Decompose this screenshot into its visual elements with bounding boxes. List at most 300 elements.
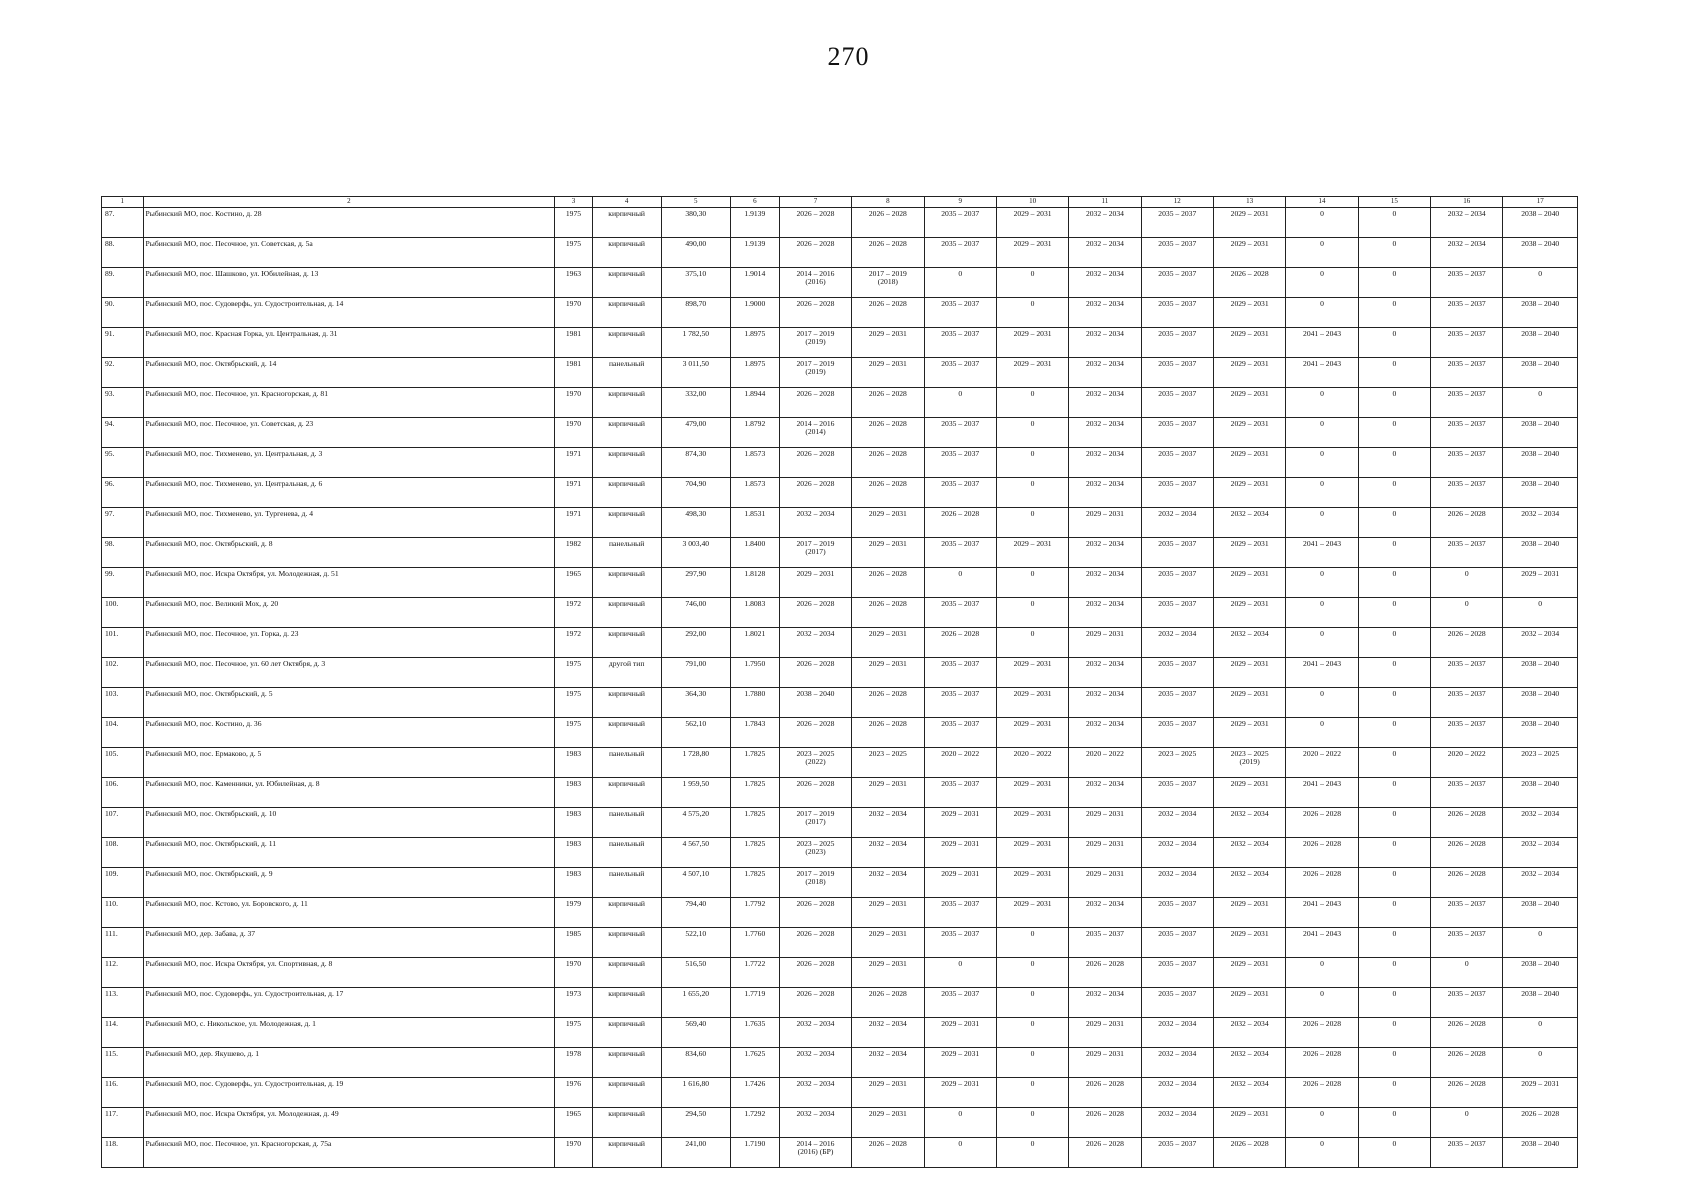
cell-line: 2029 – 2031 [1230,959,1269,968]
cell-line: 2026 – 2028 [796,899,835,908]
cell-line: 2032 – 2034 [1230,839,1269,848]
cell-line: 2026 – 2028 [868,1139,907,1148]
cell-c16 [1431,208,1503,238]
cell-line: 0 [1392,1079,1397,1088]
cell-line: 2029 – 2031 [1013,689,1052,698]
cell-line: 0 [1392,839,1397,848]
cell-c8 [852,568,924,598]
cell-c17 [1503,928,1578,958]
cell-c15 [1358,808,1430,838]
cell-c8 [852,1018,924,1048]
cell-line: 2032 – 2034 [1230,869,1269,878]
cell-c11 [1069,598,1141,628]
column-number: 15 [1358,197,1430,208]
cell-line: 2035 – 2037 [1158,539,1197,548]
cell-line: 2035 – 2037 [941,359,980,368]
cell-c15 [1358,658,1430,688]
cell-line: 2026 – 2028 [941,629,980,638]
cell-num: 104. [102,718,144,748]
cell-c17 [1503,238,1578,268]
cell-line: 0 [1392,749,1397,758]
cell-c16 [1431,748,1503,778]
cell-year: 1983 [555,748,592,778]
cell-addr: Рыбинский МО, пос. Песочное, ул. 60 лет Октября, д. 3 [143,658,555,688]
cell-line: 2032 – 2034 [868,809,907,818]
cell-line: 2035 – 2037 [1158,239,1197,248]
cell-c13 [1213,748,1285,778]
cell-c7 [779,1108,851,1138]
cell-c14 [1286,1018,1358,1048]
cell-c9 [924,898,996,928]
cell-idx: 1.7880 [730,688,779,718]
cell-c9 [924,448,996,478]
cell-idx: 1.9014 [730,268,779,298]
cell-c16 [1431,238,1503,268]
cell-addr: Рыбинский МО, пос. Каменники, ул. Юбилейная, д. 8 [143,778,555,808]
cell-line: 2029 – 2031 [1230,389,1269,398]
cell-line: 2041 – 2043 [1303,659,1341,668]
cell-idx: 1.7635 [730,1018,779,1048]
cell-line: 2026 – 2028 [796,779,835,788]
cell-c8 [852,508,924,538]
cell-line: 2032 – 2034 [1230,1079,1269,1088]
cell-c10 [996,418,1068,448]
cell-line: 0 [958,959,963,968]
cell-c17 [1503,838,1578,868]
cell-c16 [1431,838,1503,868]
cell-c7 [779,628,851,658]
cell-line: (2016) (БР) [797,1147,834,1157]
cell-line: 2038 – 2040 [1521,419,1560,428]
cell-line: 0 [1392,1139,1397,1148]
cell-addr: Рыбинский МО, пос. Судоверфь, ул. Судостроительная, д. 17 [143,988,555,1018]
cell-addr: Рыбинский МО, пос. Шашково, ул. Юбилейная, д. 13 [143,268,555,298]
cell-line: 2035 – 2037 [1447,929,1486,938]
cell-line: 0 [1392,479,1397,488]
cell-line: 2026 – 2028 [1085,959,1124,968]
cell-area: 292,00 [661,628,730,658]
cell-num: 101. [102,628,144,658]
cell-line: 2026 – 2028 [868,389,907,398]
cell-c7 [779,688,851,718]
cell-c8 [852,598,924,628]
cell-area: 4 567,50 [661,838,730,868]
cell-line: 0 [958,569,963,578]
cell-c7 [779,958,851,988]
cell-line: 2032 – 2034 [1085,539,1124,548]
cell-line: 2026 – 2028 [796,929,835,938]
cell-line: 2035 – 2037 [1447,269,1486,278]
cell-c17 [1503,958,1578,988]
cell-year: 1965 [555,568,592,598]
cell-line: 2026 – 2028 [1303,1049,1341,1058]
cell-c9 [924,988,996,1018]
cell-c12 [1141,268,1213,298]
column-number: 8 [852,197,924,208]
cell-line: 2029 – 2031 [1230,719,1269,728]
cell-year: 1981 [555,358,592,388]
cell-c15 [1358,628,1430,658]
cell-c13 [1213,388,1285,418]
cell-year: 1971 [555,448,592,478]
cell-line: 2026 – 2028 [868,599,907,608]
cell-line: 2035 – 2037 [1447,389,1486,398]
cell-mat: кирпичный [592,598,661,628]
cell-line: 2026 – 2028 [796,299,835,308]
cell-c13 [1213,478,1285,508]
cell-c15 [1358,388,1430,418]
cell-line: 2038 – 2040 [1521,689,1560,698]
cell-c10 [996,838,1068,868]
cell-line: 2035 – 2037 [1447,419,1486,428]
cell-c8 [852,748,924,778]
cell-addr: Рыбинский МО, пос. Песочное, ул. Горка, д. 23 [143,628,555,658]
cell-c13 [1213,358,1285,388]
cell-c13 [1213,988,1285,1018]
cell-line: 2035 – 2037 [941,299,980,308]
cell-c17 [1503,568,1578,598]
cell-line: 0 [1320,239,1324,248]
cell-line: 2026 – 2028 [1085,1109,1124,1118]
cell-c9 [924,298,996,328]
cell-c9 [924,238,996,268]
cell-c15 [1358,898,1430,928]
cell-line: 0 [1538,389,1543,398]
cell-line: 2032 – 2034 [1085,659,1124,668]
cell-idx: 1.7719 [730,988,779,1018]
cell-line: 0 [1392,569,1397,578]
cell-year: 1963 [555,268,592,298]
cell-year: 1975 [555,658,592,688]
cell-line: 2020 – 2022 [1303,749,1341,758]
table-row [102,238,1578,268]
table-row [102,478,1578,508]
cell-line: 2014 – 2016 [796,419,835,428]
cell-line: 2026 – 2028 [796,449,835,458]
cell-line: 2029 – 2031 [1085,1019,1124,1028]
cell-line: 0 [1392,779,1397,788]
cell-c11 [1069,1108,1141,1138]
cell-line: 2026 – 2028 [1447,1019,1486,1028]
cell-c15 [1358,298,1430,328]
cell-line: 2029 – 2031 [868,629,907,638]
cell-line: 0 [1320,719,1324,728]
cell-c14 [1286,718,1358,748]
column-number: 5 [661,197,730,208]
cell-idx: 1.8531 [730,508,779,538]
cell-c15 [1358,268,1430,298]
cell-line: 2029 – 2031 [1013,899,1052,908]
cell-year: 1970 [555,1138,592,1168]
cell-mat: панельный [592,868,661,898]
cell-line: 2017 – 2019 [868,269,907,278]
cell-line: 2032 – 2034 [1447,239,1486,248]
cell-line: 2026 – 2028 [1085,1139,1124,1148]
cell-line: 2029 – 2031 [1013,659,1052,668]
cell-idx: 1.8083 [730,598,779,628]
cell-line: 2032 – 2034 [1230,1049,1269,1058]
cell-addr: Рыбинский МО, пос. Тихменево, ул. Центральная, д. 6 [143,478,555,508]
cell-c7 [779,838,851,868]
cell-year: 1976 [555,1078,592,1108]
cell-c14 [1286,208,1358,238]
cell-c10 [996,268,1068,298]
cell-c9 [924,598,996,628]
cell-line: 2029 – 2031 [1085,869,1124,878]
cell-c7 [779,238,851,268]
cell-line: 2029 – 2031 [1230,539,1269,548]
cell-line: 2032 – 2034 [1085,389,1124,398]
cell-area: 498,30 [661,508,730,538]
column-number: 4 [592,197,661,208]
cell-year: 1975 [555,238,592,268]
cell-c7 [779,988,851,1018]
cell-area: 704,90 [661,478,730,508]
cell-line: 0 [1030,959,1035,968]
cell-c11 [1069,928,1141,958]
cell-c11 [1069,748,1141,778]
cell-c17 [1503,358,1578,388]
cell-line: 2035 – 2037 [1447,299,1486,308]
cell-num: 102. [102,658,144,688]
cell-c7 [779,508,851,538]
cell-num: 109. [102,868,144,898]
column-number: 1 [102,197,144,208]
cell-c10 [996,568,1068,598]
cell-line: 2029 – 2031 [1230,599,1269,608]
cell-line: 2029 – 2031 [1230,689,1269,698]
cell-line: 2032 – 2034 [1158,869,1197,878]
cell-line: 2026 – 2028 [796,989,835,998]
cell-num: 103. [102,688,144,718]
cell-c15 [1358,598,1430,628]
cell-c10 [996,598,1068,628]
cell-line: 2029 – 2031 [1230,899,1269,908]
column-number: 13 [1213,197,1285,208]
table-row [102,958,1578,988]
cell-line: 2035 – 2037 [941,599,980,608]
cell-year: 1965 [555,1108,592,1138]
cell-c17 [1503,1138,1578,1168]
cell-idx: 1.7760 [730,928,779,958]
cell-line: 2035 – 2037 [1447,719,1486,728]
cell-area: 490,00 [661,238,730,268]
cell-line: (2022) [805,757,826,767]
cell-c11 [1069,958,1141,988]
cell-line: 2023 – 2025 [796,839,835,848]
cell-line: 0 [1392,719,1397,728]
table-row [102,418,1578,448]
cell-line: 2029 – 2031 [1521,569,1560,578]
cell-c13 [1213,1018,1285,1048]
cell-line: 2032 – 2034 [1085,359,1124,368]
cell-c16 [1431,658,1503,688]
cell-c14 [1286,418,1358,448]
cell-c7 [779,1048,851,1078]
column-number: 14 [1286,197,1358,208]
cell-c17 [1503,208,1578,238]
cell-line: 2035 – 2037 [1447,899,1486,908]
cell-line: 2032 – 2034 [1158,629,1197,638]
cell-c9 [924,958,996,988]
cell-c12 [1141,838,1213,868]
cell-year: 1983 [555,808,592,838]
cell-c12 [1141,298,1213,328]
cell-line: (2014) [805,427,826,437]
cell-c9 [924,268,996,298]
cell-line: 2029 – 2031 [796,569,835,578]
cell-line: 2014 – 2016 [796,1139,835,1148]
cell-c17 [1503,868,1578,898]
cell-c9 [924,1018,996,1048]
cell-c11 [1069,1018,1141,1048]
cell-c11 [1069,358,1141,388]
cell-c11 [1069,508,1141,538]
cell-line: 0 [1320,629,1324,638]
cell-c13 [1213,538,1285,568]
cell-line: 2026 – 2028 [1447,509,1486,518]
cell-num: 100. [102,598,144,628]
cell-idx: 1.8128 [730,568,779,598]
cell-line: 2014 – 2016 [796,269,835,278]
column-number: 17 [1503,197,1578,208]
table-row [102,658,1578,688]
cell-c13 [1213,838,1285,868]
cell-mat: кирпичный [592,1078,661,1108]
cell-line: 2023 – 2025 [1158,749,1197,758]
cell-line: 2041 – 2043 [1303,899,1341,908]
column-number: 6 [730,197,779,208]
cell-mat: панельный [592,838,661,868]
cell-c16 [1431,1138,1503,1168]
cell-c7 [779,1078,851,1108]
cell-idx: 1.7426 [730,1078,779,1108]
cell-area: 332,00 [661,388,730,418]
cell-line: 2038 – 2040 [1521,209,1560,218]
cell-line: 0 [1464,569,1469,578]
cell-c10 [996,358,1068,388]
cell-line: 0 [1392,809,1397,818]
cell-line: 2026 – 2028 [868,449,907,458]
cell-line: 2032 – 2034 [1521,869,1560,878]
cell-line: 2032 – 2034 [1085,689,1124,698]
cell-c8 [852,1078,924,1108]
cell-mat: кирпичный [592,958,661,988]
cell-mat: кирпичный [592,328,661,358]
cell-line: 2032 – 2034 [1085,239,1124,248]
cell-line: 0 [1392,359,1397,368]
cell-c14 [1286,808,1358,838]
cell-line: 2029 – 2031 [1230,329,1269,338]
cell-c8 [852,988,924,1018]
cell-addr: Рыбинский МО, пос. Красная Горка, ул. Центральная, д. 31 [143,328,555,358]
cell-c16 [1431,958,1503,988]
cell-line: 2035 – 2037 [1158,269,1197,278]
cell-line: 2029 – 2031 [1013,539,1052,548]
cell-year: 1975 [555,1018,592,1048]
cell-c15 [1358,478,1430,508]
cell-c9 [924,1048,996,1078]
cell-c12 [1141,328,1213,358]
cell-line: 2035 – 2037 [941,779,980,788]
cell-area: 297,90 [661,568,730,598]
cell-line: 2026 – 2028 [1303,869,1341,878]
cell-line: 2023 – 2025 [796,749,835,758]
cell-c13 [1213,928,1285,958]
cell-line: 2035 – 2037 [1447,779,1486,788]
cell-c12 [1141,478,1213,508]
cell-mat: кирпичный [592,1048,661,1078]
cell-num: 106. [102,778,144,808]
cell-c14 [1286,628,1358,658]
cell-c16 [1431,388,1503,418]
cell-line: 2029 – 2031 [1230,299,1269,308]
cell-area: 1 959,50 [661,778,730,808]
cell-year: 1972 [555,598,592,628]
cell-area: 1 655,20 [661,988,730,1018]
cell-num: 97. [102,508,144,538]
page-number: 270 [827,42,870,71]
table-row [102,628,1578,658]
cell-line: 2035 – 2037 [1158,299,1197,308]
cell-c7 [779,268,851,298]
cell-line: 2029 – 2031 [1230,569,1269,578]
cell-mat: кирпичный [592,208,661,238]
cell-num: 93. [102,388,144,418]
cell-line: 2029 – 2031 [941,839,980,848]
cell-c8 [852,688,924,718]
cell-line: 2032 – 2034 [1085,299,1124,308]
cell-c14 [1286,748,1358,778]
cell-line: 2038 – 2040 [1521,239,1560,248]
cell-line: 2029 – 2031 [1085,1049,1124,1058]
cell-year: 1970 [555,418,592,448]
cell-line: 0 [1538,269,1543,278]
cell-c10 [996,508,1068,538]
cell-c14 [1286,448,1358,478]
cell-c13 [1213,238,1285,268]
cell-line: 2038 – 2040 [1521,359,1560,368]
cell-line: 0 [1030,1109,1035,1118]
cell-c12 [1141,658,1213,688]
cell-line: 2026 – 2028 [1447,869,1486,878]
cell-idx: 1.7292 [730,1108,779,1138]
cell-line: 2026 – 2028 [868,689,907,698]
cell-line: 2017 – 2019 [796,539,835,548]
cell-addr: Рыбинский МО, пос. Октябрьский, д. 14 [143,358,555,388]
cell-line: 2038 – 2040 [1521,449,1560,458]
cell-c14 [1286,1108,1358,1138]
cell-c9 [924,718,996,748]
cell-num: 92. [102,358,144,388]
cell-mat: кирпичный [592,298,661,328]
cell-line: 2026 – 2028 [868,479,907,488]
cell-line: 2041 – 2043 [1303,929,1341,938]
cell-c8 [852,208,924,238]
cell-c14 [1286,598,1358,628]
cell-c11 [1069,1048,1141,1078]
cell-line: 0 [1392,1019,1397,1028]
cell-line: 2035 – 2037 [1158,659,1197,668]
cell-c12 [1141,748,1213,778]
cell-c13 [1213,568,1285,598]
cell-num: 115. [102,1048,144,1078]
cell-mat: кирпичный [592,1108,661,1138]
cell-line: 2035 – 2037 [1447,659,1486,668]
cell-c15 [1358,538,1430,568]
cell-num: 116. [102,1078,144,1108]
cell-c11 [1069,688,1141,718]
